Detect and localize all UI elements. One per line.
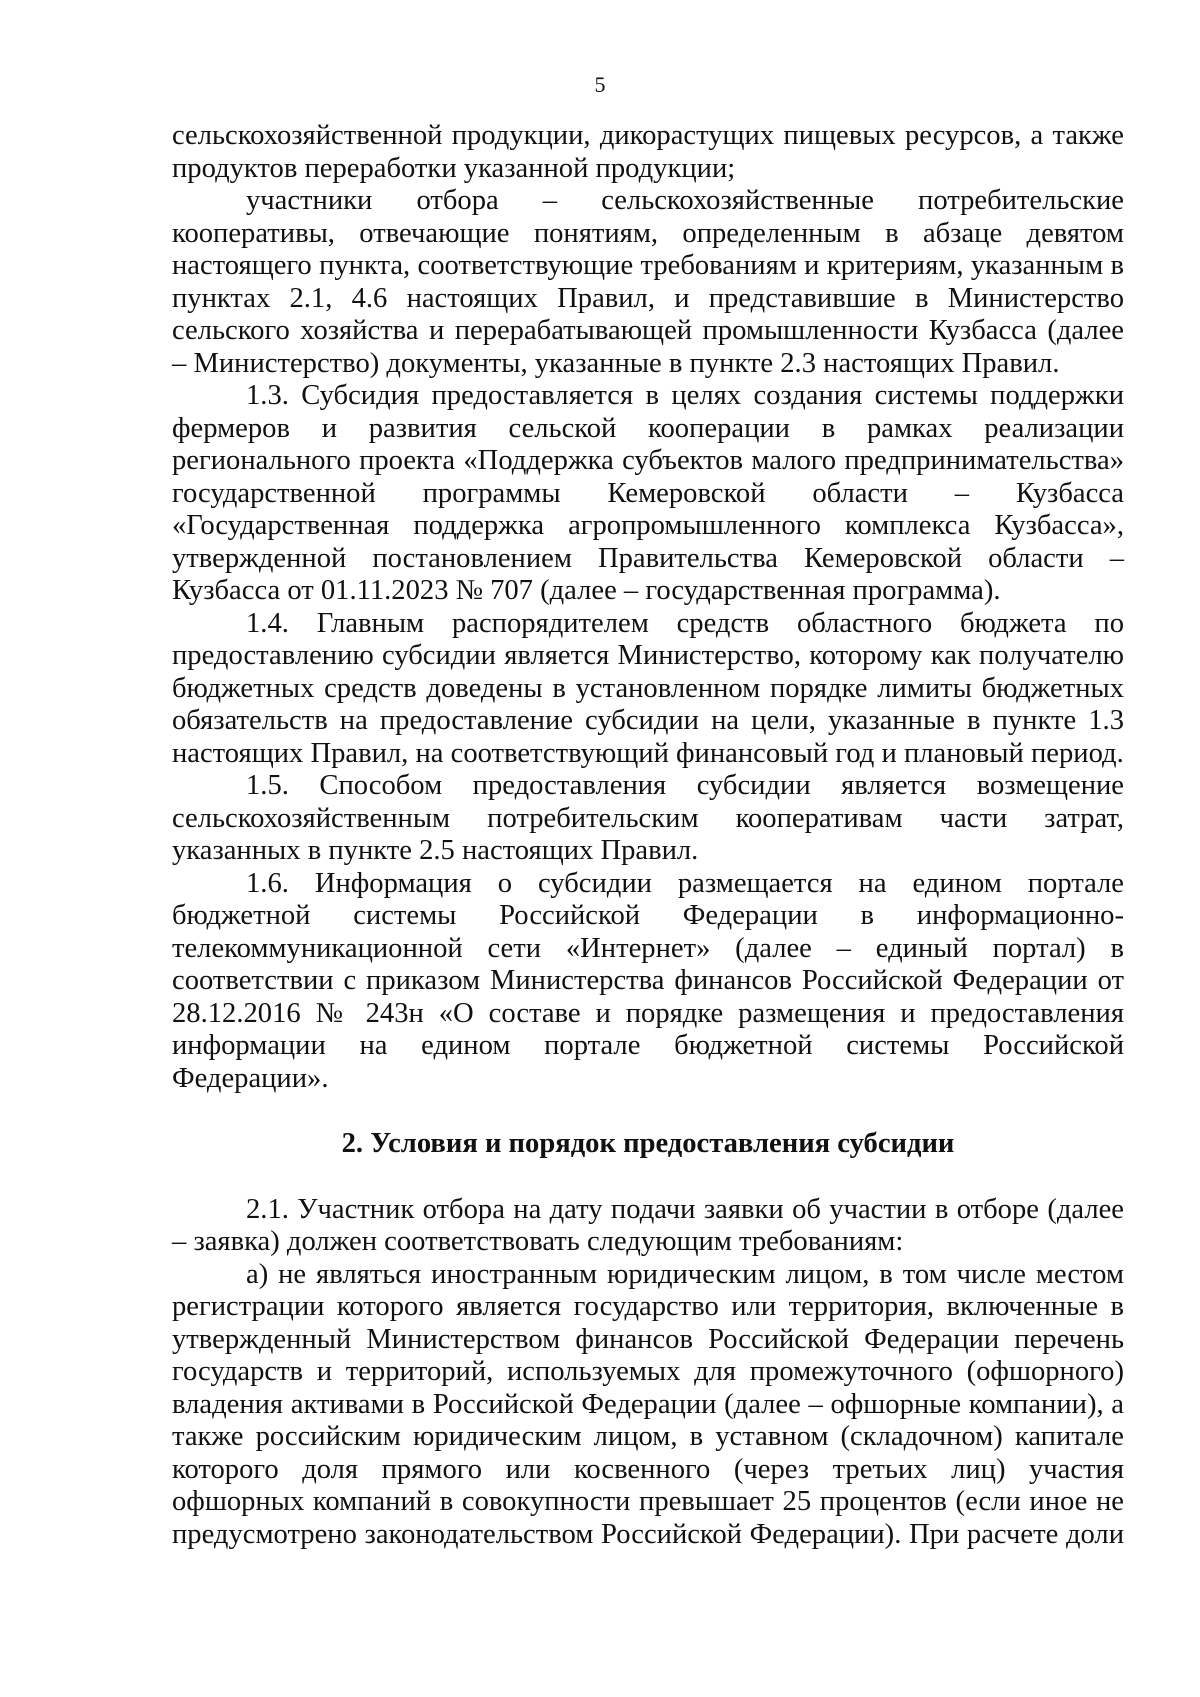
- paragraph-1-4: 1.4. Главным распорядителем средств областного бюджета по предоставлению субсидии является Министерство, которому как получателю бюджетных средств доведены в установленном порядке лимиты бюджетных обязательств на предоставление субсидии на цели, указанные в пункте 1.3 настоящих Правил, на соответствующий финансовый год и плановый период.: [172, 607, 1124, 769]
- paragraph-2-1-a: а) не являться иностранным юридическим лицом, в том числе местом регистрации которого является государство или территория, включенные в утвержденный Министерством финансов Российской Федерации перечень государств и территорий, используемых для промежуточного (офшорного) владения активами в Российской Федерации (далее – офшорные компании), а также российским юридическим лицом, в уставном (складочном) капитале которого доля прямого или косвенного (через третьих лиц) участия офшорных компаний в совокупности превышает 25 процентов (если иное не предусмотрено законодательством Российской Федерации). При расчете доли: [172, 1258, 1124, 1550]
- paragraph-1-5: 1.5. Способом предоставления субсидии является возмещение сельскохозяйственным потребительским кооперативам части затрат, указанных в пункте 2.5 настоящих Правил.: [172, 770, 1124, 866]
- section-title: 2. Условия и порядок предоставления субсидии: [341, 1128, 955, 1159]
- paragraph-1-6: 1.6. Информация о субсидии размещается на едином портале бюджетной системы Российской Федерации в информационно-телекоммуникационной сети «Интернет» (далее – единый портал) в соответствии с приказом Министерства финансов Российской Федерации от 28.12.2016 № 243н «О составе и порядке размещения и предоставления информации на едином портале бюджетной системы Российской Федерации».: [172, 867, 1124, 1094]
- paragraph-1-3: 1.3. Субсидия предоставляется в целях создания системы поддержки фермеров и развития сельской кооперации в рамках реализации регионального проекта «Поддержка субъектов малого предпринимательства» государственной программы Кемеровской области – Кузбасса «Государственная поддержка агропромышленного комплекса Кузбасса», утвержденной постановлением Правительства Кемеровской области – Кузбасса от 01.11.2023 № 707 (далее – государственная программа).: [172, 380, 1124, 606]
- paragraph-participants-definition: участники отбора – сельскохозяйственные потребительские кооперативы, отвечающие понятиям, определенным в абзаце девятом настоящего пункта, соответствующие требованиям и критериям, указанным в пунктах 2.1, 4.6 настоящих Правил, и представившие в Министерство сельского хозяйства и перерабатывающей промышленности Кузбасса (далее – Министерство) документы, указанные в пункте 2.3 настоящих Правил.: [172, 185, 1124, 379]
- paragraph-2-1: 2.1. Участник отбора на дату подачи заявки об участии в отборе (далее – заявка) должен соответствовать следующим требованиям:: [172, 1193, 1124, 1257]
- page-number: 5: [594, 72, 606, 97]
- document-body: [172, 120, 1124, 1551]
- paragraph-continuation: сельскохозяйственной продукции, дикорастущих пищевых ресурсов, а также продуктов переработки указанной продукции;: [172, 120, 1124, 184]
